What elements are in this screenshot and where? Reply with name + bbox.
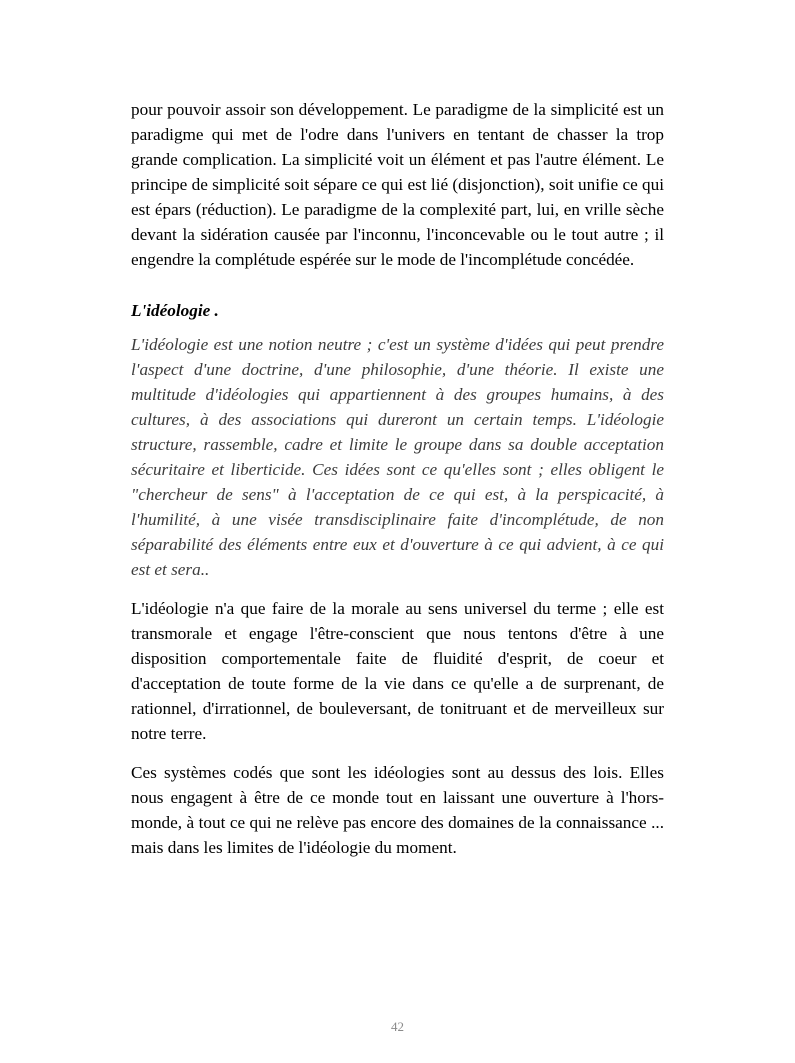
body-paragraph-1: L'idéologie n'a que faire de la morale au sens universel du terme ; elle est transmorale et engage l'être-conscient que nous tentons d'être à une disposition comportementale faite de fluidité d'esprit, de coeur et d'acceptation de toute forme de la vie dans ce qu'elle a de surprenant, de rationnel, d'irrationnel, de bouleversant, de tonitruant et de merveilleux sur notre terre. [131,599,664,743]
body-paragraph-2: Ces systèmes codés que sont les idéologies sont au dessus des lois. Elles nous engagent à être de ce monde tout en laissant une ouverture à l'hors-monde, à tout ce qui ne relève pas encore des domaines de la connaissance ... mais dans les limites de l'idéologie du moment. [131,763,664,857]
section-heading: L'idéologie . [131,301,219,320]
page-content [131,97,664,860]
intro-paragraph: pour pouvoir assoir son développement. Le paradigme de la simplicité est un paradigme qui met de l'odre dans l'univers en tentant de chasser la trop grande complication. La simplicité voit un élément et pas l'autre élément. Le principe de simplicité soit sépare ce qui est lié (disjonction), soit unifie ce qui est épars (réduction). Le paradigme de la complexité part, lui, en vrille sèche devant la sidération causée par l'inconnu, l'inconcevable ou le tout autre ; il engendre la complétude espérée sur le mode de l'incomplétude concédée. [131,100,664,269]
definition-quote: L'idéologie est une notion neutre ; c'est un système d'idées qui peut prendre l'aspect d'une doctrine, d'une philosophie, d'une théorie. Il existe une multitude d'idéologies qui appartiennent à des groupes humains, à des cultures, à des associations qui dureront un certain temps. L'idéologie structure, rassemble, cadre et limite le groupe dans sa double acceptation sécuritaire et liberticide. Ces idées sont ce qu'elles sont ; elles obligent le "chercheur de sens" à l'acceptation de ce qui est, à la perspicacité, à l'humilité, à une visée transdisciplinaire faite d'incomplétude, de non séparabilité des éléments entre eux et d'ouverture à ce qui advient, à ce qui est et sera.. [131,335,664,579]
page-number: 42 [391,1019,404,1034]
